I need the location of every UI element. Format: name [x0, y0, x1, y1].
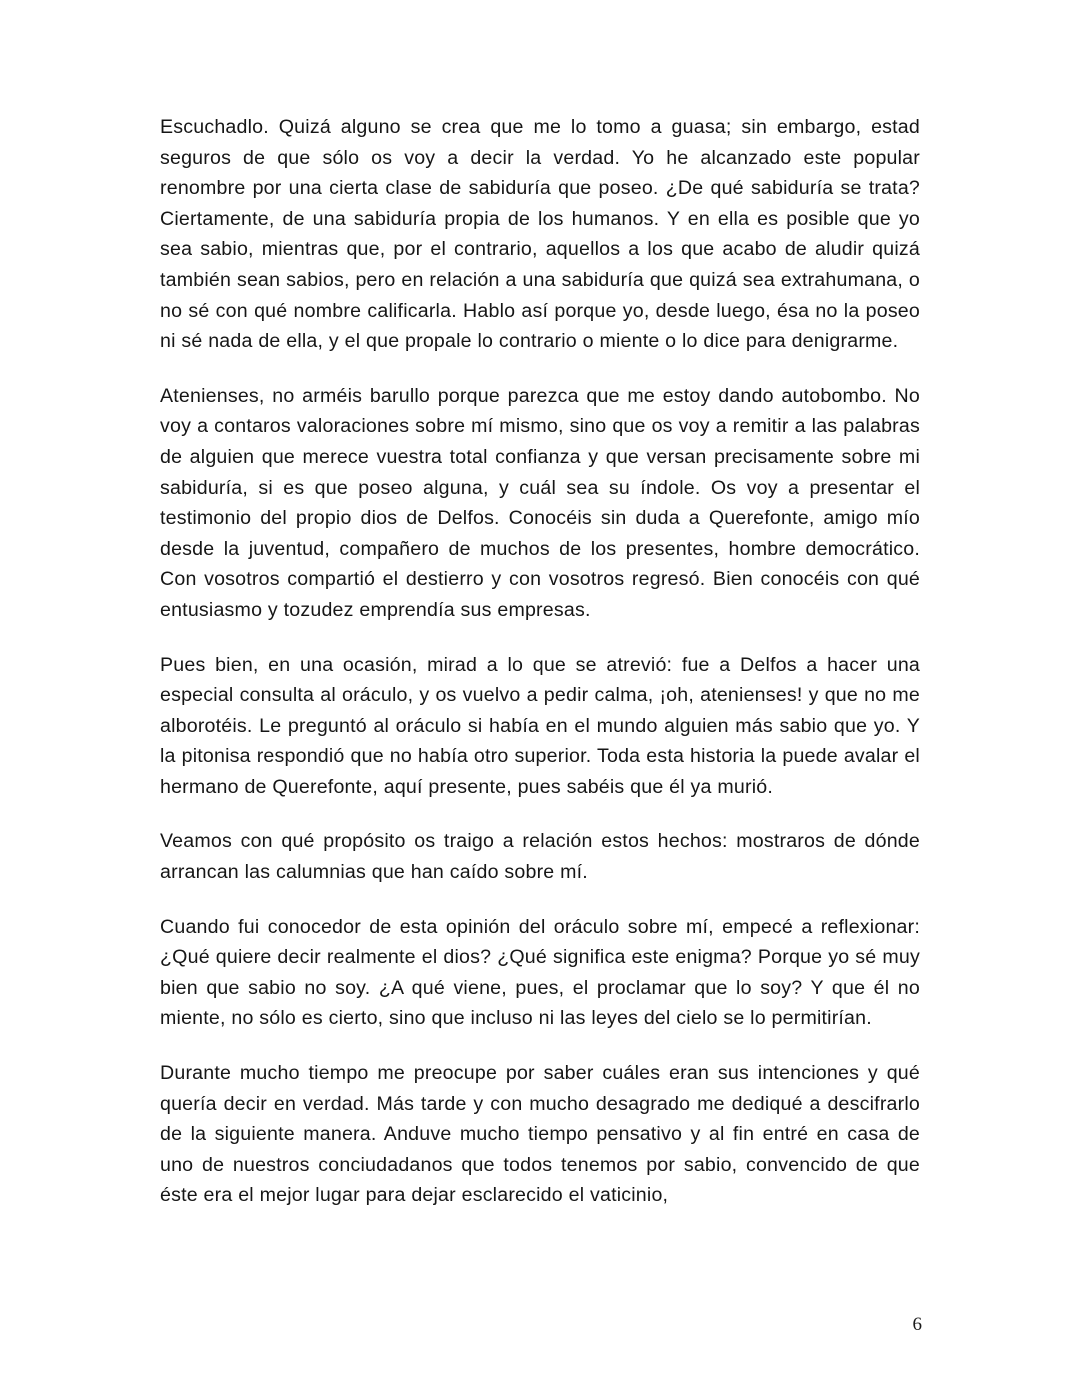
body-text-column: [160, 112, 920, 1211]
body-paragraph-2: Atenienses, no arméis barullo porque parezca que me estoy dando autobombo. No voy a contaros valoraciones sobre mí mismo, sino que os voy a remitir a las palabras de alguien que merece vuestra total confianza y que versan precisamente sobre mi sabiduría, si es que poseo alguna, y cuál sea su índole. Os voy a presentar el testimonio del propio dios de Delfos. Conocéis sin duda a Querefonte, amigo mío desde la juventud, compañero de muchos de los presentes, hombre democrático. Con vosotros compartió el destierro y con vosotros regresó. Bien conocéis con qué entusiasmo y tozudez emprendía sus empresas.: [160, 384, 920, 621]
body-paragraph-3: Pues bien, en una ocasión, mirad a lo que se atrevió: fue a Delfos a hacer una especial consulta al oráculo, y os vuelvo a pedir calma, ¡oh, atenienses! y que no me alborotéis. Le preguntó al oráculo si había en el mundo alguien más sabio que yo. Y la pitonisa respondió que no había otro superior. Toda esta historia la puede avalar el hermano de Querefonte, aquí presente, pues sabéis que él ya murió.: [160, 653, 920, 798]
body-paragraph-4: Veamos con qué propósito os traigo a relación estos hechos: mostraros de dónde arrancan las calumnias que han caído sobre mí.: [160, 830, 920, 884]
body-paragraph-5: Cuando fui conocedor de esta opinión del oráculo sobre mí, empecé a reflexionar: ¿Qué quiere decir realmente el dios? ¿Qué significa este enigma? Porque yo sé muy bien que sabio no soy. ¿A qué viene, pues, el proclamar que lo soy? Y que él no miente, no sólo es cierto, sino que incluso ni las leyes del cielo se lo permitirían.: [160, 915, 920, 1030]
body-paragraph-6: Durante mucho tiempo me preocupe por saber cuáles eran sus intenciones y qué quería decir en verdad. Más tarde y con mucho desagrado me dediqué a descifrarlo de la siguiente manera. Anduve mucho tiempo pensativo y al fin entré en casa de uno de nuestros conciudadanos que todos tenemos por sabio, convencido de que éste era el mejor lugar para dejar esclarecido el vaticinio,: [160, 1062, 920, 1207]
page-number: 6: [912, 1314, 922, 1335]
body-paragraph-1: Escuchadlo. Quizá alguno se crea que me lo tomo a guasa; sin embargo, estad seguros de que sólo os voy a decir la verdad. Yo he alcanzado este popular renombre por una cierta clase de sabiduría que poseo. ¿De qué sabiduría se trata? Ciertamente, de una sabiduría propia de los humanos. Y en ella es posible que yo sea sabio, mientras que, por el contrario, aquellos a los que acabo de aludir quizá también sean sabios, pero en relación a una sabiduría que quizá sea extrahumana, o no sé con qué nombre calificarla. Hablo así porque yo, desde luego, ésa no la poseo ni sé nada de ella, y el que propale lo contrario o miente o lo dice para denigrarme.: [160, 116, 920, 353]
